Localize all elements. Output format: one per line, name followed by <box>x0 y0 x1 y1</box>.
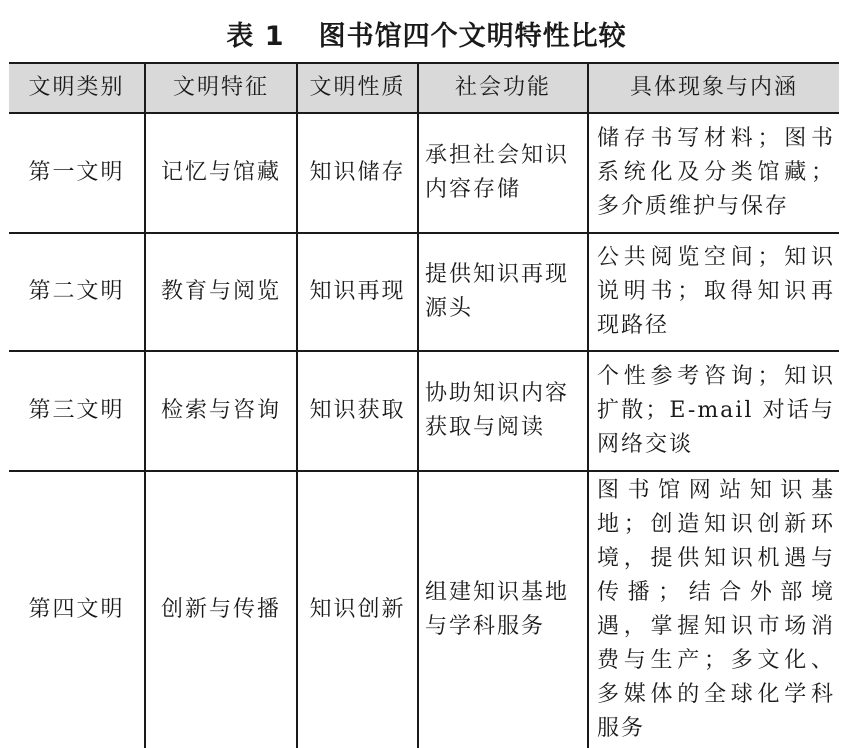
cell-feature: 检索与咨询 <box>145 351 297 471</box>
header-category: 文明类别 <box>9 63 145 113</box>
cell-feature: 教育与阅览 <box>145 233 297 351</box>
table-header <box>9 63 839 113</box>
header-function: 社会功能 <box>418 63 588 113</box>
header-feature: 文明特征 <box>145 63 297 113</box>
table-row <box>9 233 839 351</box>
table-row <box>9 471 839 748</box>
comparison-table <box>9 62 839 748</box>
cell-nature: 知识储存 <box>297 113 418 233</box>
table-body <box>9 113 839 748</box>
cell-nature: 知识再现 <box>297 233 418 351</box>
cell-function: 提供知识再现源头 <box>418 233 588 351</box>
header-nature: 文明性质 <box>297 63 418 113</box>
cell-nature: 知识创新 <box>297 471 418 748</box>
cell-phenomena: 图书馆网站知识基地；创造知识创新环境，提供知识机遇与传播；结合外部境遇，掌握知识市场消费与生产；多文化、多媒体的全球化学科服务 <box>588 471 839 748</box>
cell-category: 第四文明 <box>28 597 125 622</box>
table-row <box>9 351 839 471</box>
table-title <box>0 14 853 53</box>
cell-feature: 记忆与馆藏 <box>145 113 297 233</box>
cell-function: 承担社会知识内容存储 <box>418 113 588 233</box>
cell-category: 第一文明 <box>9 113 145 233</box>
cell-function: 组建知识基地与学科服务 <box>418 471 588 748</box>
cell-feature: 创新与传播 <box>145 471 297 748</box>
cell-phenomena: 储存书写材料；图书系统化及分类馆藏；多介质维护与保存 <box>588 113 839 233</box>
header-phenomena: 具体现象与内涵 <box>588 63 839 113</box>
cell-nature: 知识获取 <box>297 351 418 471</box>
cell-function: 协助知识内容获取与阅读 <box>418 351 588 471</box>
table-number: 表 1 <box>226 21 285 52</box>
cell-phenomena: 个性参考咨询；知识扩散；E-mail 对话与网络交谈 <box>588 351 839 471</box>
header-row <box>9 63 839 113</box>
table-row <box>9 113 839 233</box>
cell-phenomena: 公共阅览空间；知识说明书；取得知识再现路径 <box>588 233 839 351</box>
table-caption: 图书馆四个文明特性比较 <box>318 21 627 52</box>
cell-category: 第二文明 <box>9 233 145 351</box>
cell-category: 第三文明 <box>9 351 145 471</box>
